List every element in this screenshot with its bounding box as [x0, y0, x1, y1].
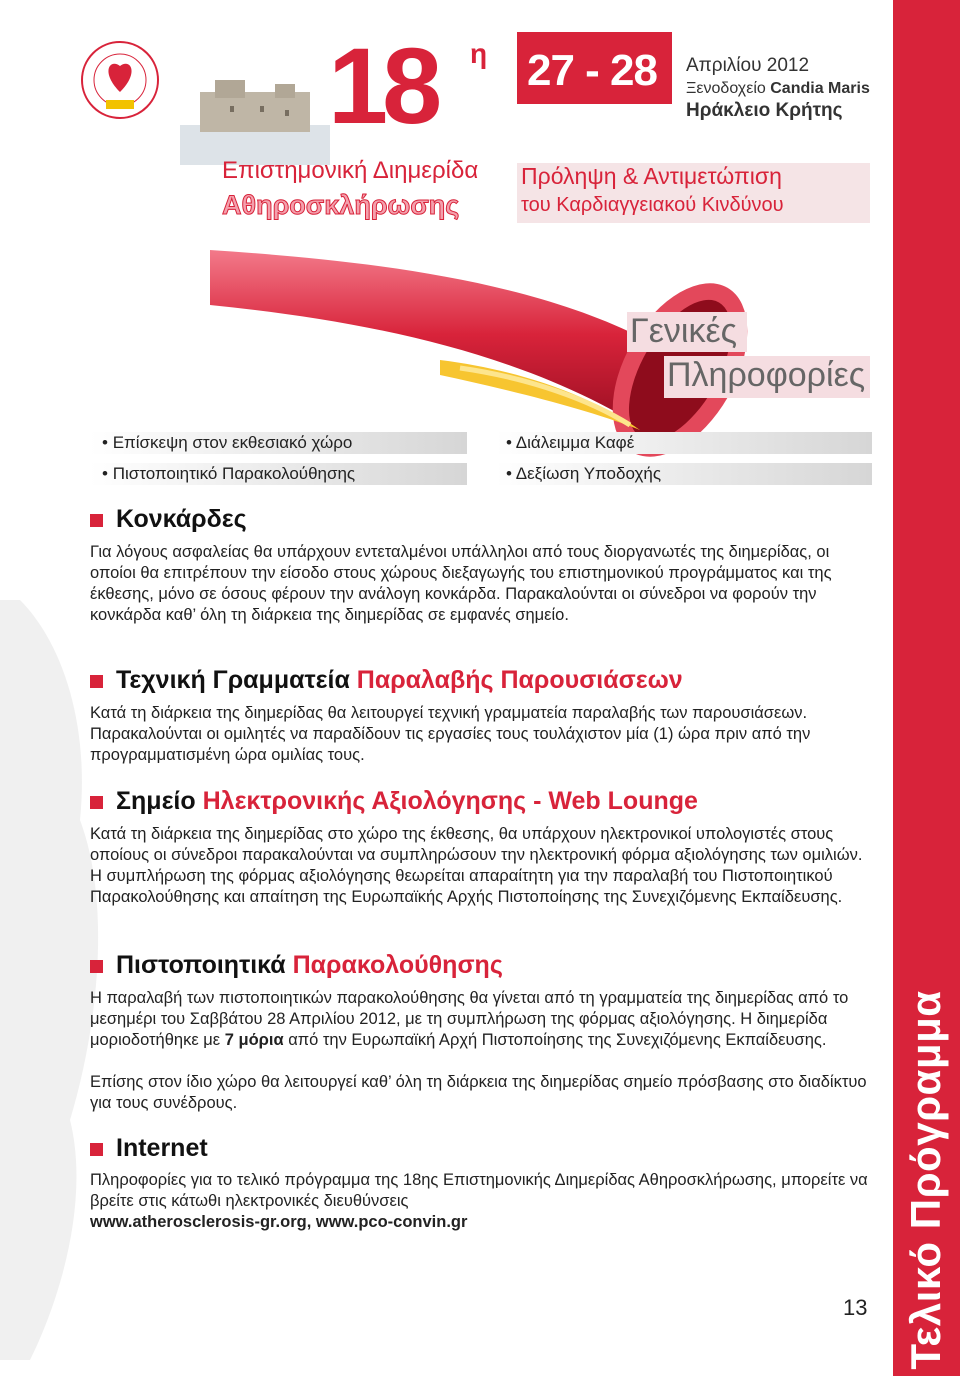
section-title-part: Τεχνική Γραμματεία — [116, 666, 350, 694]
fortress-photo — [180, 70, 330, 165]
section-text-certificates — [90, 988, 872, 1051]
info-item-text: Δεξίωση Υποδοχής — [515, 464, 662, 483]
venue-month-year: Απριλίου 2012 — [686, 55, 810, 76]
venue-city: Ηράκλειο Κρήτης — [686, 100, 843, 121]
general-info-title-line2: Πληροφορίες — [667, 356, 866, 394]
section-title-secretariat — [116, 666, 683, 695]
text-part: Η παραλαβή των πιστοποιητικών παρακολούθησης θα γίνεται από τη γραμματεία της διημερίδας από το μεσημέρι του Σαββάτου 28 Απριλίου 2012, με τη συμπλήρωση της φόρμας αξιολόγησης. Η διημερίδα μοριοδοτήθηκε με — [90, 989, 849, 1049]
section-bullet — [90, 796, 103, 809]
internet-links[interactable]: www.atherosclerosis-gr.org, www.pco-convin.gr — [90, 1213, 468, 1231]
event-title-line1: Επιστημονική Διημερίδα — [222, 157, 479, 184]
text-bold: 7 μόρια — [224, 1031, 284, 1049]
edition-number: 18 — [328, 25, 437, 146]
section-title-badges: Κονκάρδες — [116, 505, 247, 533]
event-dates: 27 - 28 — [527, 46, 657, 95]
section-title-web-lounge — [116, 787, 698, 816]
info-item-text: Επίσκεψη στον εκθεσιακό χώρο — [112, 433, 353, 452]
info-item: • Πιστοποιητικό Παρακολούθησης — [102, 464, 356, 483]
section-text-web-lounge: Κατά τη διάρκεια της διημερίδας στο χώρο της έκθεσης, θα υπάρχουν ηλεκτρονικοί υπολογιστές στους οποίους οι σύνεδροι παρακαλούνται να συμπληρώσουν την ηλεκτρονική φόρμα αξιολόγησης των ομιλιών. Η συμπλήρωση της φόρμας αξιολόγησης θεωρείται απαραίτητη για την παραλαβή του Πιστοποιητικού Παρακολούθησης και απαίτηση της Ευρωπαϊκής Αρχής Πιστοποίησης της Συνεχιζόμενης Εκπαίδευσης. — [90, 825, 863, 906]
info-item: • Διάλειμμα Καφέ — [506, 433, 635, 452]
section-title-certificates — [116, 951, 503, 980]
section-bullet — [90, 514, 103, 527]
venue-hotel — [686, 80, 870, 98]
section-text-certificates-2: Επίσης στον ίδιο χώρο θα λειτουργεί καθ’ όλη τη διάρκεια της διημερίδας σημείο πρόσβασης στο διαδίκτυο για τους συνέδρους. — [90, 1073, 867, 1112]
section-title-part-red: Ηλεκτρονικής Αξιολόγησης - Web Lounge — [202, 787, 698, 815]
topic-line2: του Καρδιαγγειακού Κινδύνου — [521, 194, 784, 216]
page-number: 13 — [843, 1295, 868, 1320]
section-text-badges: Για λόγους ασφαλείας θα υπάρχουν εντεταλμένοι υπάλληλοι από τους διοργανωτές της διημερίδας, οι οποίοι θα επιτρέπουν την είσοδο στους χώρους διεξαγωγής του επιστημονικού προγράμματος και της έκθεσης, μόνο σε όσους φέρουν την ανάλογη κονκάρδα. Παρακαλούνται οι σύνεδροι να φορούν την κονκάρδα καθ’ όλη τη διάρκεια της διημερίδας σε εμφανές σημείο. — [90, 543, 832, 624]
info-item: • Επίσκεψη στον εκθεσιακό χώρο — [102, 433, 353, 452]
venue-hotel-name: Candia Maris — [770, 80, 870, 97]
section-text-secretariat: Κατά τη διάρκεια της διημερίδας θα λειτουργεί τεχνική γραμματεία παραλαβής των παρουσιάσεων. Παρακαλούνται οι ομιλητές να παραδίδουν τις εργασίες τους τουλάχιστον μία (1) ώρα πριν από την προγραμματισμένη ώρα ομιλίας τους. — [90, 704, 811, 764]
event-title-line2: Αθηροσκλήρωσης — [222, 190, 460, 220]
side-band-title: Τελικό Πρόγραμμα — [902, 990, 949, 1370]
section-bullet — [90, 1143, 103, 1156]
text-part: από την Ευρωπαϊκή Αρχή Πιστοποίησης της Συνεχιζόμενης Εκπαίδευσης. — [288, 1031, 827, 1049]
section-bullet — [90, 960, 103, 973]
section-title-internet: Internet — [116, 1134, 208, 1162]
section-title-part: Πιστοποιητικά — [116, 951, 286, 979]
society-seal-logo — [80, 40, 160, 120]
venue-hotel-prefix: Ξενοδοχείο — [686, 80, 766, 97]
info-item-text: Διάλειμμα Καφέ — [515, 433, 635, 452]
edition-suffix: η — [470, 38, 488, 69]
info-item: • Δεξίωση Υποδοχής — [506, 464, 662, 483]
section-title-part: Σημείο — [116, 787, 196, 815]
info-item-text: Πιστοποιητικό Παρακολούθησης — [112, 464, 356, 483]
section-title-part-red: Παραλαβής Παρουσιάσεων — [356, 666, 683, 694]
general-info-title-line1: Γενικές — [630, 312, 737, 350]
section-bullet — [90, 675, 103, 688]
section-text-internet: Πληροφορίες για το τελικό πρόγραμμα της 18ης Επιστημονικής Διημερίδας Αθηροσκλήρωσης, μπορείτε να βρείτε στις κάτωθι ηλεκτρονικές διευθύνσεις — [90, 1171, 868, 1210]
section-title-part-red: Παρακολούθησης — [292, 951, 503, 979]
topic-line1: Πρόληψη & Αντιμετώπιση — [521, 163, 782, 189]
